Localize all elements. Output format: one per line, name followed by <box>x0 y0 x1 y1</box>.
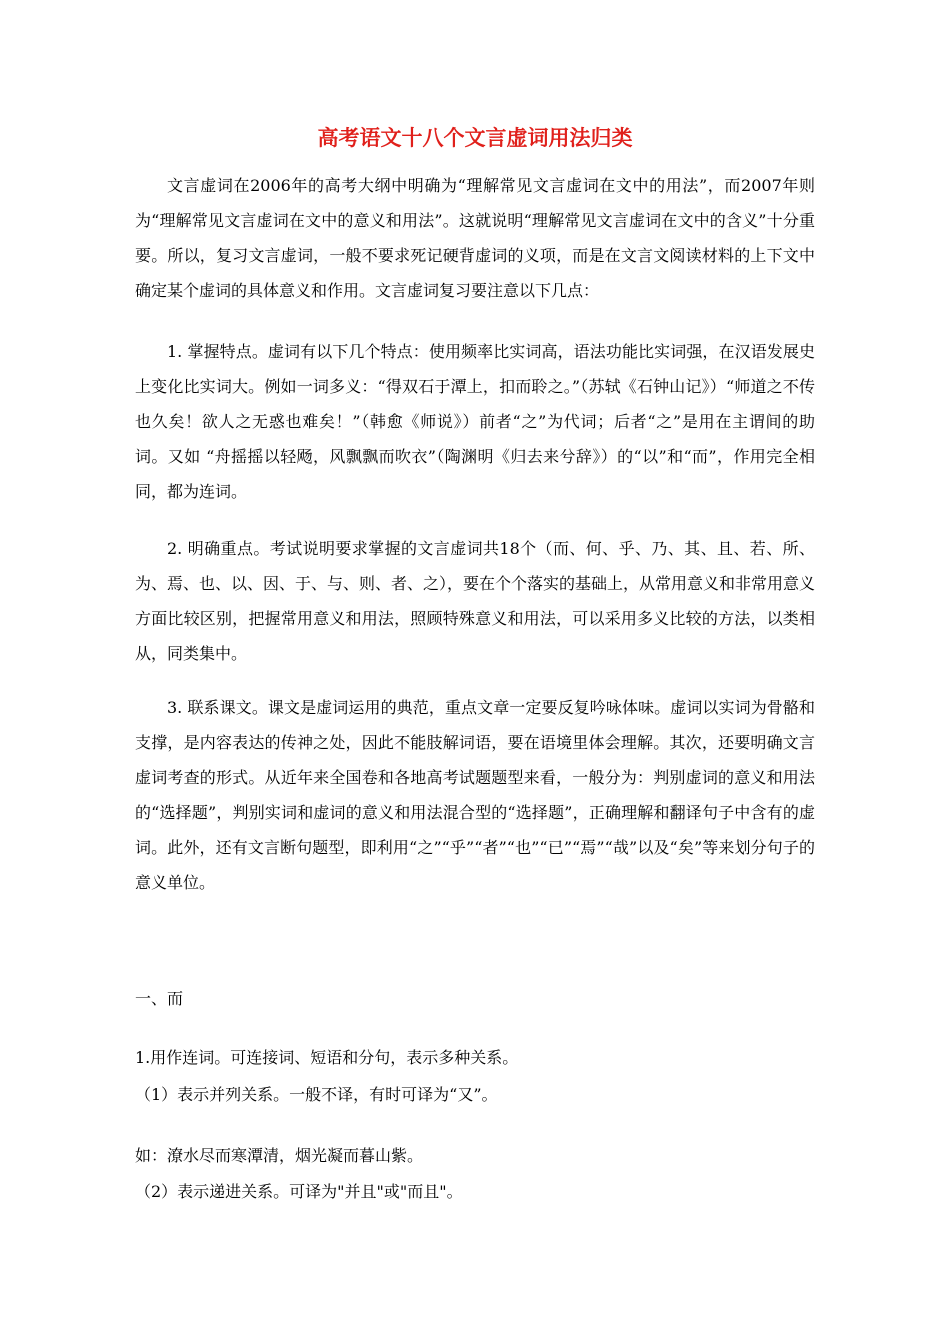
point-3-paragraph: 3. 联系课文。课文是虚词运用的典范，重点文章一定要反复吟咏体味。虚词以实词为骨骼和支撑，是内容表达的传神之处，因此不能肢解词语，要在语境里体会理解。其次，还要明确文言虚词考查的形式。从近年来全国卷和各地高考试题题型来看，一般分为：判别虚词的意义和用法的“选择题”，判别实词和虚词的意义和用法混合型的“选择题”，正确理解和翻译句子中含有的虚词。此外，还有文言断句题型，即利用“之”“乎”“者”“也”“已”“焉”“哉”以及“矣”等来划分句子的意义单位。 <box>135 698 815 892</box>
intro-paragraph: 文言虚词在2006年的高考大纲中明确为“理解常见文言虚词在文中的用法”，而2007年则为“理解常见文言虚词在文中的意义和用法”。这就说明“理解常见文言虚词在文中的含义”十分重要。所以，复习文言虚词，一般不要求死记硬背虚词的义项，而是在文言文阅读材料的上下文中确定某个虚词的具体意义和作用。文言虚词复习要注意以下几点： <box>135 176 815 300</box>
point-1-paragraph: 1. 掌握特点。虚词有以下几个特点：使用频率比实词高，语法功能比实词强，在汉语发展史上变化比实词大。例如一词多义：“得双石于潭上，扣而聆之。”（苏轼《石钟山记》）“师道之不传也久矣！欲人之无惑也难矣！”（韩愈《师说》）前者“之”为代词；后者“之”是用在主谓间的助词。又如 “舟摇摇以轻飏，风飘飘而吹衣”（陶渊明《归去来兮辞》）的“以”和“而”，作用完全相同，都为连词。 <box>135 342 815 501</box>
example-line: 如：潦水尽而寒潭清，烟光凝而暮山紫。 <box>135 1146 424 1165</box>
usage-line-2: （1）表示并列关系。一般不译，有时可译为“又”。 <box>135 1085 498 1104</box>
usage-line-1: 1.用作连词。可连接词、短语和分句，表示多种关系。 <box>135 1048 519 1067</box>
point-2-paragraph: 2. 明确重点。考试说明要求掌握的文言虚词共18个（而、何、乎、乃、其、且、若、所、为、焉、也、以、因、于、与、则、者、之），要在个个落实的基础上，从常用意义和非常用意义方面比较区别，把握常用意义和用法，照顾特殊意义和用法，可以采用多义比较的方法，以类相从，同类集中。 <box>135 539 816 663</box>
usage-line-3: （2）表示递进关系。可译为"并且"或"而且"。 <box>135 1182 463 1201</box>
section-heading: 一、而 <box>135 989 184 1008</box>
document-title: 高考语文十八个文言虚词用法归类 <box>317 125 633 150</box>
